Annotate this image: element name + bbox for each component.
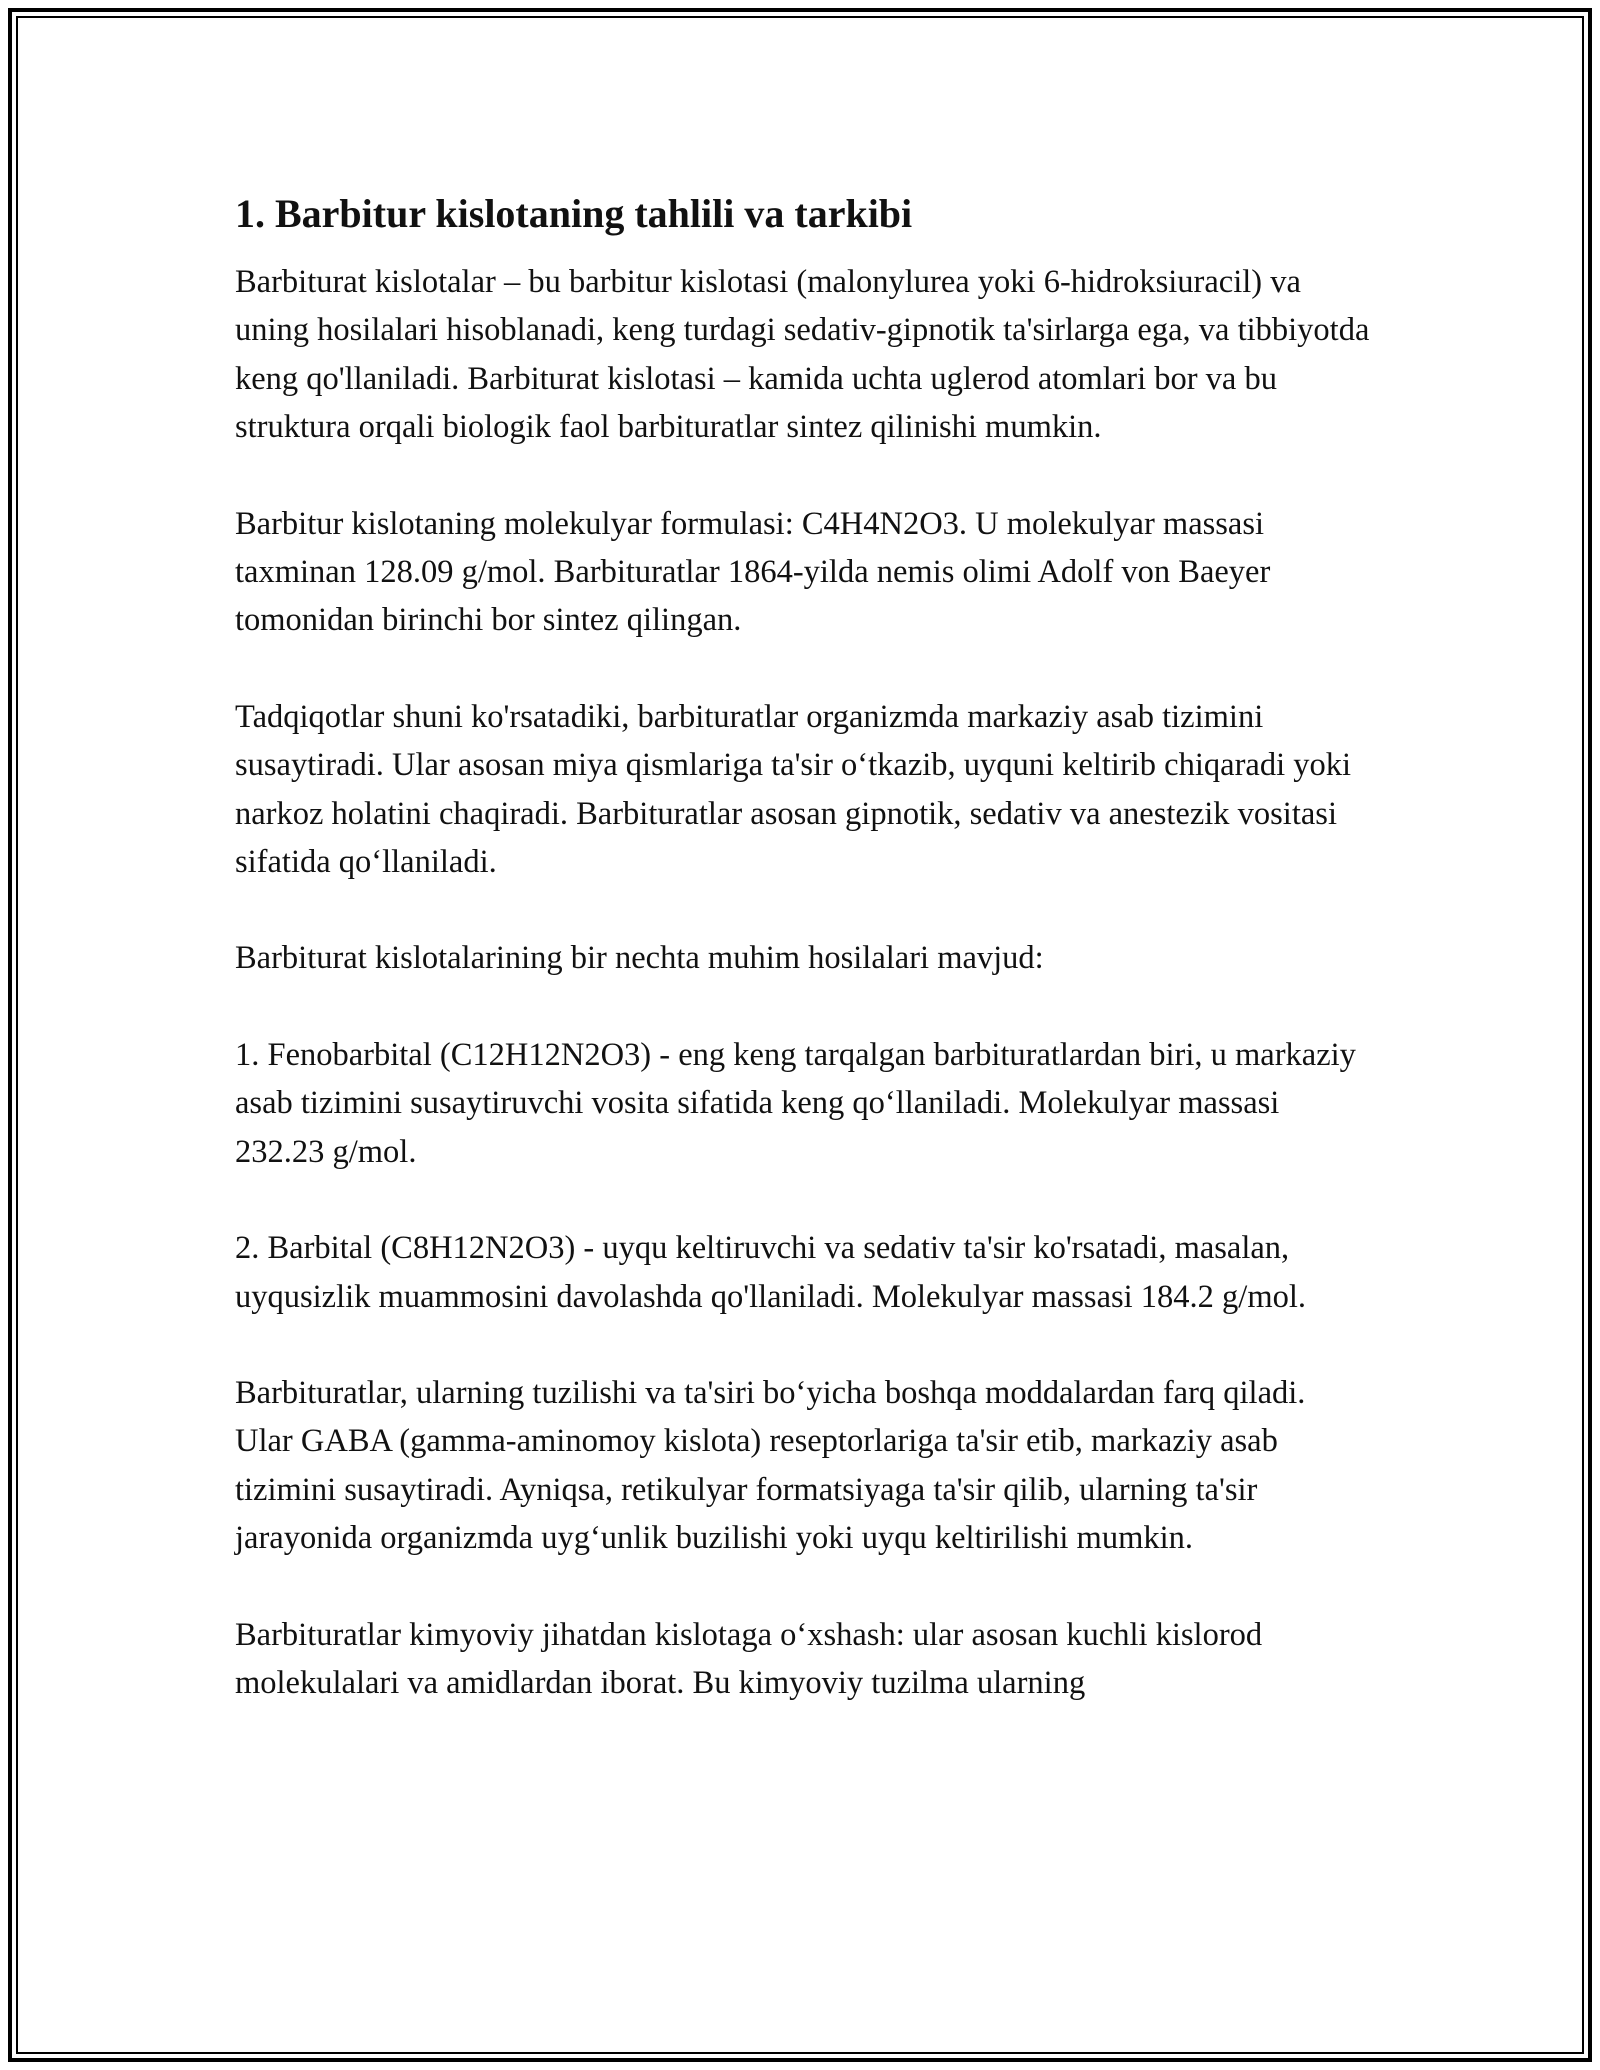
list-item-fenobarbital: 1. Fenobarbital (C12H12N2O3) - eng keng tarqalgan barbituratlardan biri, u markaziy asab tizimini susaytiruvchi vosita sifatida keng qo‘llaniladi. Molekulyar massasi 232.23 g/mol. bbox=[235, 1036, 1356, 1170]
paragraph-intro: Barbiturat kislotalar – bu barbitur kislotasi (malonylurea yoki 6-hidroksiuracil) va uning hosilalari hisoblanadi, keng turdagi sedativ-gipnotik ta'sirlarga ega, va tibbiyotda keng qo'llaniladi. Barbiturat kislotasi – kamida uchta uglerod atomlari bor va bu struktura orqali biologik faol barbituratlar sintez qilinishi mumkin. bbox=[235, 264, 1370, 446]
list-item-barbital: 2. Barbital (C8H12N2O3) - uyqu keltiruvchi va sedativ ta'sir ko'rsatadi, masalan, uyqusizlik muammosini davolashda qo'llaniladi. Molekulyar massasi 184.2 g/mol. bbox=[235, 1230, 1307, 1315]
paragraph-mechanism: Barbituratlar, ularning tuzilishi va ta'siri bo‘yicha boshqa moddalardan farq qiladi. Ular GABA (gamma-aminomoy kislota) reseptorlariga ta'sir etib, markaziy asab tizimini susaytiradi. Ayniqsa, retikulyar formatsiyaga ta'sir qilib, ularning ta'sir jarayonida organizmda uyg‘unlik buzilishi yoki uyqu keltirilishi mumkin. bbox=[235, 1374, 1306, 1557]
paragraph-research: Tadqiqotlar shuni ko'rsatadiki, barbituratlar organizmda markaziy asab tizimini susaytiradi. Ular asosan miya qismlariga ta'sir o‘tkazib, uyquni keltirib chiqaradi yoki narkoz holatini chaqiradi. Barbituratlar asosan gipnotik, sedativ va anestezik vositasi sifatida qo‘llaniladi. bbox=[235, 698, 1351, 881]
paragraph-chemistry: Barbituratlar kimyoviy jihatdan kislotaga o‘xshash: ular asosan kuchli kislorod molekulalari va amidlardan iborat. Bu kimyoviy tuzilma ularning bbox=[235, 1616, 1263, 1701]
paragraph-formula: Barbitur kislotaning molekulyar formulasi: C4H4N2O3. U molekulyar massasi taxminan 128.09 g/mol. Barbituratlar 1864-yilda nemis olimi Adolf von Baeyer tomonidan birinchi bor sintez qilingan. bbox=[235, 505, 1271, 639]
paragraph-derivatives-intro: Barbiturat kislotalarining bir nechta muhim hosilalari mavjud: bbox=[235, 940, 1044, 977]
document-body bbox=[235, 188, 1370, 1707]
document-title: 1. Barbitur kislotaning tahlili va tarkibi bbox=[235, 191, 913, 236]
